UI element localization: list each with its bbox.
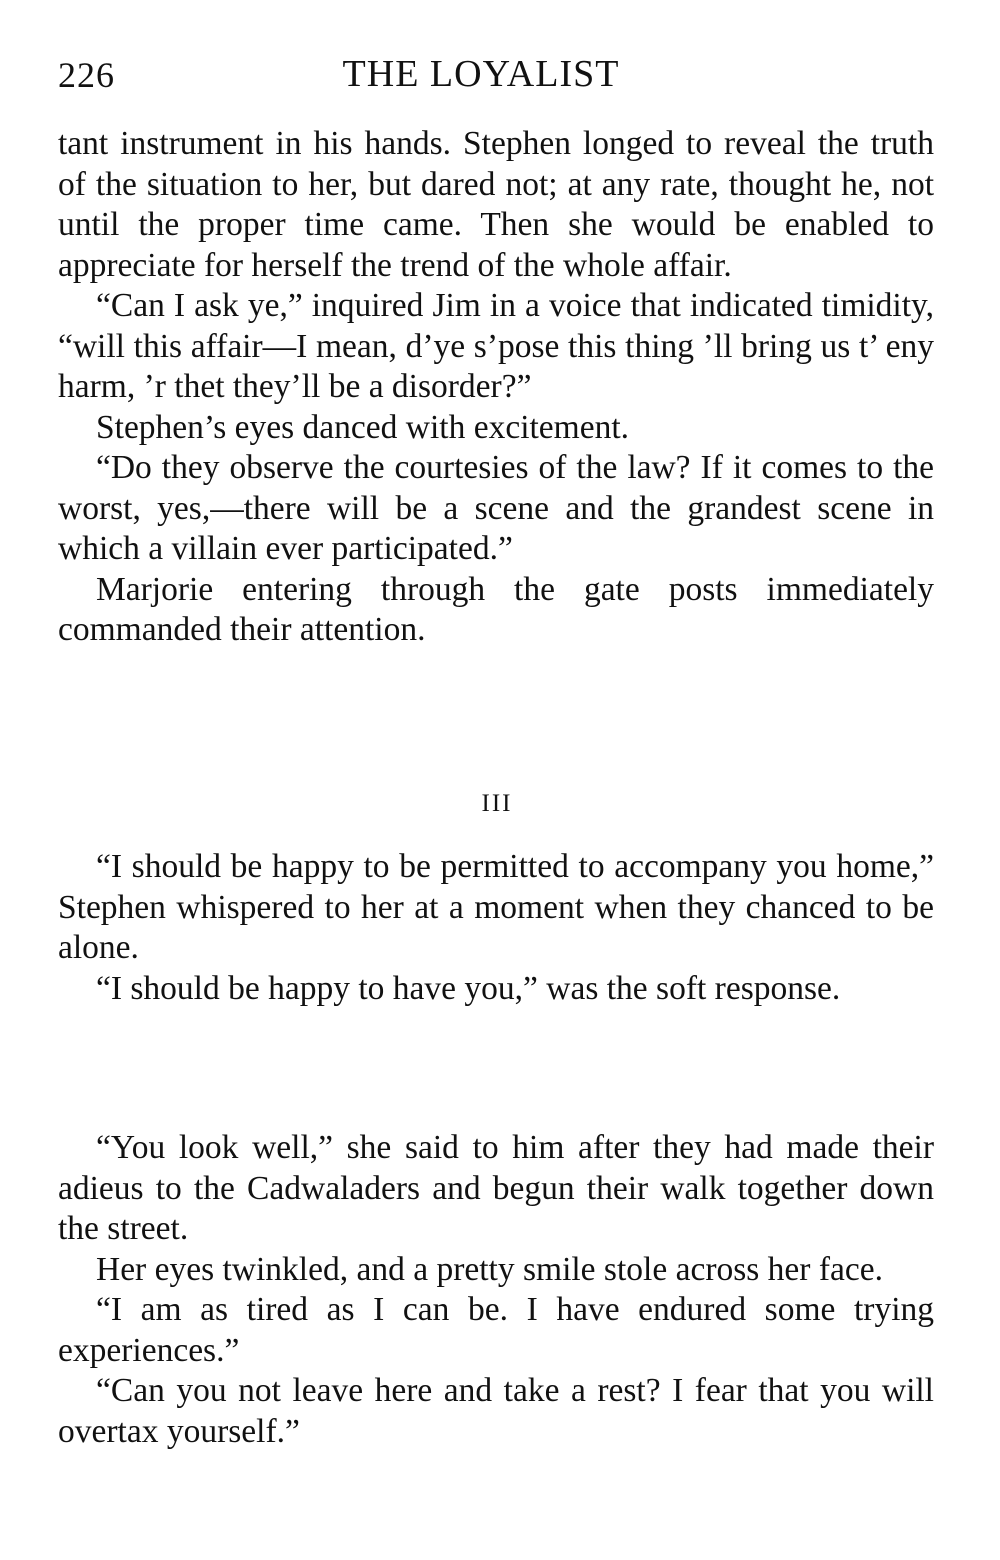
paragraph: Stephen’s eyes danced with excitement. [96,408,630,446]
paragraph: “You look well,” she said to him after they had made their adieus to the Cadwaladers and begun their walk together down the street. [58,1129,934,1247]
paragraph: “I am as tired as I can be. I have endured some trying experiences.” [58,1291,934,1369]
text-block-2 [58,847,934,1009]
section-number: III [481,790,513,817]
paragraph: tant instrument in his hands. Stephen longed to reveal the truth of the situation to her, but dared not; at any rate, thought he, not until the proper time came. Then she would be enabled to appreciate for herself the trend of the whole affair. [58,125,934,284]
paragraph: “Can I ask ye,” inquired Jim in a voice that indicated timidity, “will this affair—I mean, d’ye s’pose this thing ’ll bring us t’ eny harm, ’r thet they’ll be a disorder?” [58,287,934,405]
paragraph: Marjorie entering through the gate posts immediately commanded their attention. [58,570,934,648]
paragraph: “I should be happy to have you,” was the soft response. [96,969,841,1007]
text-block-3 [58,1128,934,1452]
paragraph: Her eyes twinkled, and a pretty smile stole across her face. [96,1250,883,1288]
paragraph: “Do they observe the courtesies of the law? If it comes to the worst, yes,—there will be a scene and the grandest scene in which a villain ever participated.” [58,449,934,567]
paragraph: “I should be happy to be permitted to accompany you home,” Stephen whispered to her at a moment when they chanced to be alone. [58,848,934,966]
text-block-1 [58,124,934,651]
running-head [58,52,934,102]
paragraph: “Can you not leave here and take a rest? I fear that you will overtax yourself.” [58,1372,934,1450]
book-title: THE LOYALIST [342,53,620,95]
page-number: 226 [58,55,115,95]
